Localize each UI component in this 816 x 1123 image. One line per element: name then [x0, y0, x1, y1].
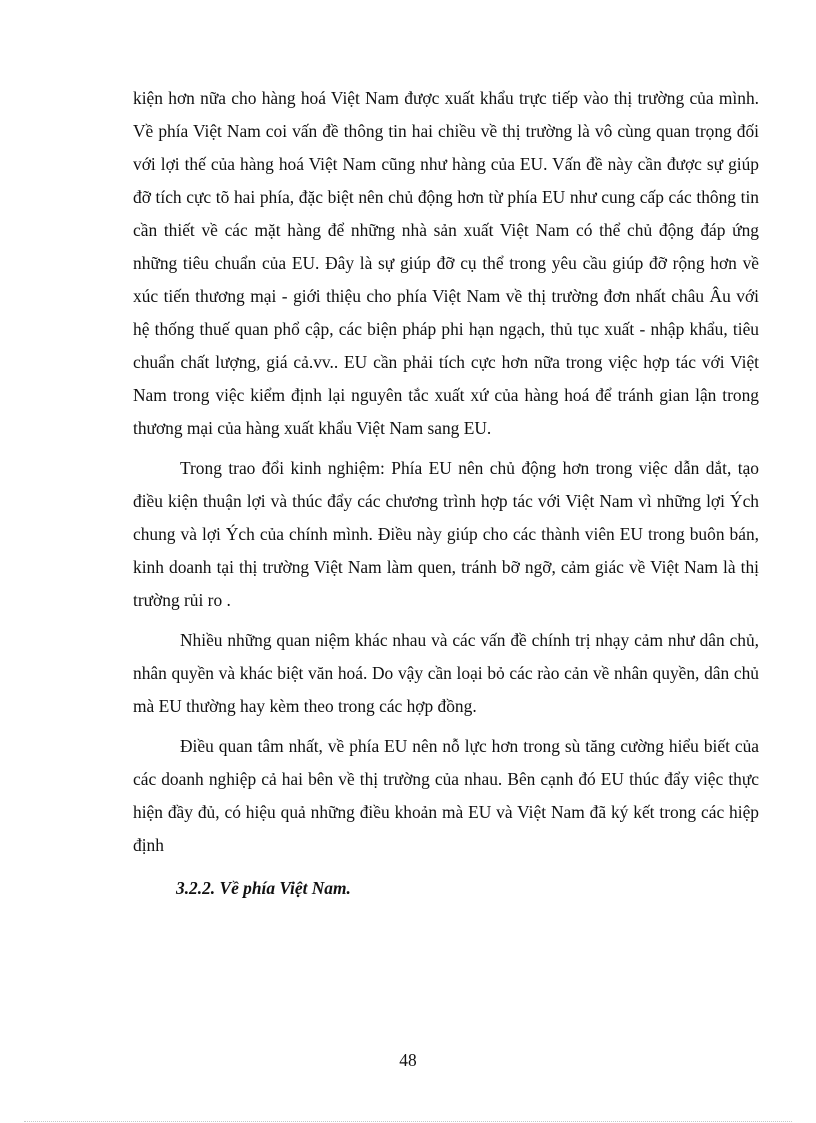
page-number: 48 — [399, 1050, 417, 1070]
paragraph-continuation: kiện hơn nữa cho hàng hoá Việt Nam được xuất khẩu trực tiếp vào thị trường của mình. Về phía Việt Nam coi vấn đề thông tin hai chiều về thị trường là vô cùng quan trọng đối với lợi thế của hàng hoá Việt Nam cũng như hàng của EU. Vấn đề này cần được sự giúp đỡ tích cực tõ hai phía, đặc biệt nên chủ động hơn từ phía EU như cung cấp các thông tin cần thiết về các mặt hàng để những nhà sản xuất Việt Nam có thể chủ động đáp ứng những tiêu chuẩn của EU. Đây là sự giúp đỡ cụ thể trong yêu cầu giúp đỡ rộng hơn về xúc tiến thương mại - giới thiệu cho phía Việt Nam về thị trường đơn nhất châu Âu với hệ thống thuế quan phổ cập, các biện pháp phi hạn ngạch, thủ tục xuất - nhập khẩu, tiêu chuẩn chất lượng, giá cả.vv.. EU cần phải tích cực hơn nữa trong việc hợp tác với Việt Nam trong việc kiểm định lại nguyên tắc xuất xứ của hàng hoá để tránh gian lận trong thương mại của hàng xuất khẩu Việt Nam sang EU. — [133, 88, 759, 438]
body-text — [133, 82, 759, 905]
paragraph-experience-exchange: Trong trao đổi kinh nghiệm: Phía EU nên chủ động hơn trong việc dẫn dắt, tạo điều kiện thuận lợi và thúc đẩy các chương trình hợp tác với Việt Nam vì những lợi Ých chung và lợi Ých của chính mình. Điều này giúp cho các thành viên EU trong buôn bán, kinh doanh tại thị trường Việt Nam làm quen, tránh bỡ ngỡ, cảm giác về Việt Nam là thị trường rủi ro . — [133, 458, 759, 610]
paragraph-political-issues: Nhiều những quan niệm khác nhau và các vấn đề chính trị nhạy cảm như dân chủ, nhân quyền và khác biệt văn hoá. Do vậy cần loại bỏ các rào cản về nhân quyền, dân chủ mà EU thường hay kèm theo trong các hợp đồng. — [133, 630, 759, 716]
page-bottom-divider — [24, 1121, 792, 1122]
section-heading: 3.2.2. Về phía Việt Nam. — [176, 878, 351, 898]
paragraph-mutual-understanding: Điều quan tâm nhất, về phía EU nên nỗ lực hơn trong sù tăng cường hiểu biết của các doanh nghiệp cả hai bên về thị trường của nhau. Bên cạnh đó EU thúc đẩy việc thực hiện đầy đủ, có hiệu quả những điều khoản mà EU và Việt Nam đã ký kết trong các hiệp định — [133, 736, 759, 855]
